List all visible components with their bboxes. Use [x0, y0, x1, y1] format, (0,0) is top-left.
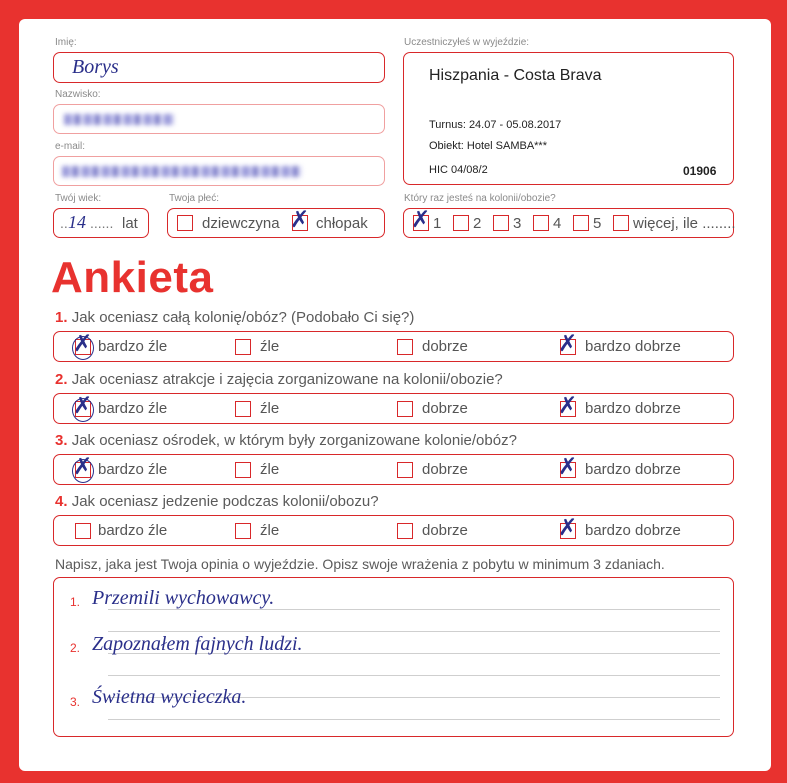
q3-dobrze-checkbox[interactable]	[397, 462, 413, 478]
check-mark-icon: ✗	[558, 515, 578, 541]
question-4	[55, 493, 379, 510]
times-more-checkbox[interactable]	[613, 215, 629, 231]
q4-bardzo-zle-checkbox[interactable]	[75, 523, 91, 539]
surname-label: Nazwisko:	[55, 89, 101, 100]
cross-out-circle-icon	[72, 398, 94, 422]
name-label: Imię:	[55, 37, 77, 48]
q3-zle-label: źle	[260, 461, 280, 478]
q3-dobrze-label: dobrze	[422, 461, 468, 478]
q4-bardzo-zle-label: bardzo źle	[98, 522, 168, 539]
q1-dobrze-checkbox[interactable]	[397, 339, 413, 355]
q1-zle-label: źle	[260, 338, 280, 355]
times-more-label: więcej, ile ........	[633, 215, 736, 232]
times-2-checkbox[interactable]	[453, 215, 469, 231]
q4-bardzo-dobrze-checkbox[interactable]	[558, 515, 578, 541]
age-dots-left: ..	[60, 215, 68, 231]
trip-label: Uczestniczyłeś w wyjeździe:	[404, 37, 530, 48]
trip-destination: Hiszpania - Costa Brava	[429, 67, 602, 84]
gender-field	[167, 208, 385, 238]
form-sheet	[19, 19, 771, 771]
gender-male-checkbox[interactable]	[290, 207, 310, 233]
email-redacted	[62, 166, 302, 177]
q1-zle-checkbox[interactable]	[235, 339, 251, 355]
gender-female-checkbox[interactable]	[177, 215, 193, 231]
times-1-label: 1	[433, 215, 442, 232]
email-field[interactable]	[53, 156, 385, 186]
check-mark-icon: ✗	[73, 454, 93, 480]
question-2-answers	[53, 393, 734, 424]
trip-code: HIC 04/08/2	[429, 164, 488, 176]
opinion-2-text: Zapoznałem fajnych ludzi.	[92, 633, 303, 655]
check-mark-icon: ✗	[73, 393, 93, 419]
q3-bardzo-zle-checkbox[interactable]	[73, 454, 93, 480]
question-1-answers	[53, 331, 734, 362]
age-value: 14	[68, 212, 86, 232]
times-3-label: 3	[513, 215, 522, 232]
q4-dobrze-label: dobrze	[422, 522, 468, 539]
q2-zle-checkbox[interactable]	[235, 401, 251, 417]
q2-zle-label: źle	[260, 400, 280, 417]
trip-object: Obiekt: Hotel SAMBA***	[429, 140, 547, 152]
check-mark-icon: ✗	[411, 207, 431, 233]
q2-dobrze-checkbox[interactable]	[397, 401, 413, 417]
surname-field[interactable]	[53, 104, 385, 134]
name-field[interactable]	[53, 52, 385, 83]
question-2-number: 2.	[55, 371, 68, 388]
times-1-checkbox[interactable]	[411, 207, 431, 233]
trip-number: 01906	[683, 164, 717, 178]
question-4-number: 4.	[55, 493, 68, 510]
age-label: Twój wiek:	[55, 193, 102, 204]
question-3-number: 3.	[55, 432, 68, 449]
gender-female-label: dziewczyna	[202, 215, 280, 232]
opinion-2-number: 2.	[70, 641, 81, 655]
question-3-answers	[53, 454, 734, 485]
times-4-checkbox[interactable]	[533, 215, 549, 231]
check-mark-icon: ✗	[558, 393, 578, 419]
age-dots-right: ......	[90, 215, 114, 231]
survey-title: Ankieta	[51, 253, 214, 302]
opinion-line	[108, 675, 720, 676]
opinion-3-text: Świetna wycieczka.	[92, 686, 247, 708]
question-1	[55, 309, 414, 326]
q1-bardzo-dobrze-checkbox[interactable]	[558, 331, 578, 357]
cross-out-circle-icon	[72, 459, 94, 483]
check-mark-icon: ✗	[290, 207, 310, 233]
q4-zle-label: źle	[260, 522, 280, 539]
q3-bardzo-zle-label: bardzo źle	[98, 461, 168, 478]
q1-bardzo-dobrze-label: bardzo dobrze	[585, 338, 681, 355]
question-3	[55, 432, 517, 449]
opinion-1-text: Przemili wychowawcy.	[92, 587, 275, 609]
q2-dobrze-label: dobrze	[422, 400, 468, 417]
opinion-box[interactable]	[53, 577, 734, 737]
question-2-text: Jak oceniasz atrakcje i zajęcia zorganizowane na kolonii/obozie?	[71, 371, 503, 388]
q4-zle-checkbox[interactable]	[235, 523, 251, 539]
check-mark-icon: ✗	[558, 454, 578, 480]
times-3-checkbox[interactable]	[493, 215, 509, 231]
gender-male-label: chłopak	[316, 215, 368, 232]
opinion-1-number: 1.	[70, 595, 81, 609]
q1-bardzo-zle-label: bardzo źle	[98, 338, 168, 355]
q4-dobrze-checkbox[interactable]	[397, 523, 413, 539]
q2-bardzo-dobrze-label: bardzo dobrze	[585, 400, 681, 417]
q2-bardzo-zle-checkbox[interactable]	[73, 393, 93, 419]
question-1-text: Jak oceniasz całą kolonię/obóz? (Podobało Ci się?)	[71, 309, 415, 326]
times-5-label: 5	[593, 215, 602, 232]
question-4-text: Jak oceniasz jedzenie podczas kolonii/obozu?	[71, 493, 379, 510]
q3-bardzo-dobrze-checkbox[interactable]	[558, 454, 578, 480]
age-unit: lat	[122, 215, 138, 232]
trip-info-box	[403, 52, 734, 185]
q2-bardzo-dobrze-checkbox[interactable]	[558, 393, 578, 419]
times-label: Który raz jesteś na kolonii/obozie?	[404, 193, 556, 204]
q1-bardzo-zle-checkbox[interactable]	[73, 331, 93, 357]
q4-bardzo-dobrze-label: bardzo dobrze	[585, 522, 681, 539]
q2-bardzo-zle-label: bardzo źle	[98, 400, 168, 417]
opinion-line	[108, 719, 720, 720]
q3-bardzo-dobrze-label: bardzo dobrze	[585, 461, 681, 478]
times-5-checkbox[interactable]	[573, 215, 589, 231]
email-label: e-mail:	[55, 141, 86, 152]
times-4-label: 4	[553, 215, 562, 232]
trip-turnus: Turnus: 24.07 - 05.08.2017	[429, 119, 562, 131]
surname-redacted	[64, 114, 174, 125]
gender-label: Twoja płeć:	[169, 193, 220, 204]
question-4-answers	[53, 515, 734, 546]
name-value: Borys	[72, 56, 119, 78]
times-field	[403, 208, 734, 238]
opinion-prompt: Napisz, jaka jest Twoja opinia o wyjeździe. Opisz swoje wrażenia z pobytu w minimum 3 zdaniach.	[55, 556, 665, 572]
question-2	[55, 371, 503, 388]
q1-dobrze-label: dobrze	[422, 338, 468, 355]
question-1-number: 1.	[55, 309, 68, 326]
times-2-label: 2	[473, 215, 482, 232]
age-field[interactable]	[53, 208, 149, 238]
q3-zle-checkbox[interactable]	[235, 462, 251, 478]
check-mark-icon: ✗	[73, 331, 93, 357]
check-mark-icon: ✗	[558, 331, 578, 357]
question-3-text: Jak oceniasz ośrodek, w którym były zorganizowane kolonie/obóz?	[71, 432, 517, 449]
opinion-3-number: 3.	[70, 695, 81, 709]
cross-out-circle-icon	[72, 336, 94, 360]
opinion-line	[108, 631, 720, 632]
